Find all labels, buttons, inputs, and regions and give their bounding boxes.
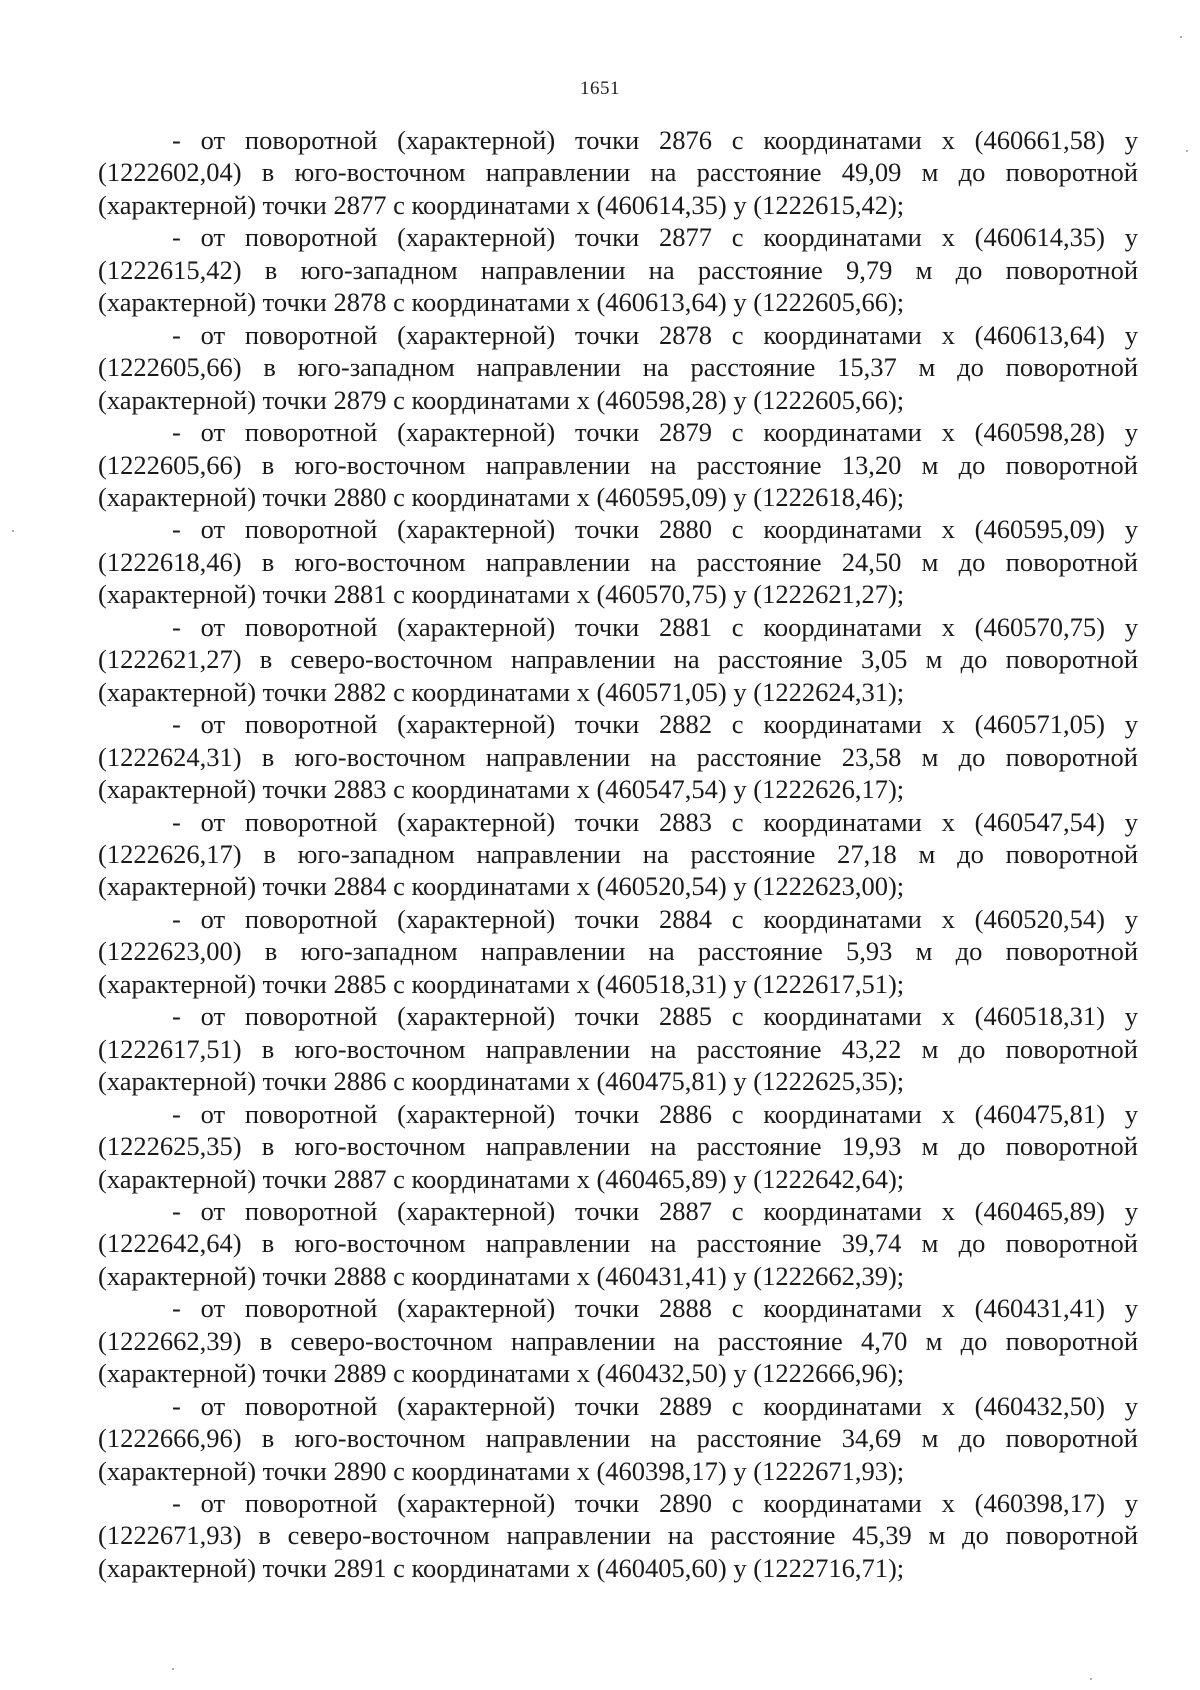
scan-speck [172,1668,174,1670]
boundary-segment-2883-2884: - от поворотной (характерной) точки 2883 с координатами х (460547,54) у (1222626,17) в юго-западном направлении на расстояние 27,18 м до поворотной (характерной) точки 2884 с координатами х (460520,54) у (1222623,00); [98,806,1138,902]
boundary-segment-2885-2886: - от поворотной (характерной) точки 2885 с координатами х (460518,31) у (1222617,51) в юго-восточном направлении на расстояние 43,22 м до поворотной (характерной) точки 2886 с координатами х (460475,81) у (1222625,35); [98,1001,1138,1097]
scan-speck [1186,150,1188,152]
boundary-segment-2881-2882: - от поворотной (характерной) точки 2881 с координатами х (460570,75) у (1222621,27) в северо-восточном направлении на расстояние 3,05 м до поворотной (характерной) точки 2882 с координатами х (460571,05) у (1222624,31); [98,611,1138,707]
page-number: 1651 [580,78,620,99]
boundary-segment-2877-2878: - от поворотной (характерной) точки 2877 с координатами х (460614,35) у (1222615,42) в юго-западном направлении на расстояние 9,79 м до поворотной (характерной) точки 2878 с координатами х (460613,64) у (1222605,66); [98,222,1138,318]
boundary-segment-2890-2891: - от поворотной (характерной) точки 2890 с координатами х (460398,17) у (1222671,93) в северо-восточном направлении на расстояние 45,39 м до поворотной (характерной) точки 2891 с координатами х (460405,60) у (1222716,71); [98,1488,1138,1583]
document-body [98,124,1138,1584]
boundary-segment-2876-2877: - от поворотной (характерной) точки 2876 с координатами х (460661,58) у (1222602,04) в юго-восточном направлении на расстояние 49,09 м до поворотной (характерной) точки 2877 с координатами х (460614,35) у (1222615,42); [98,125,1138,220]
boundary-segment-2880-2881: - от поворотной (характерной) точки 2880 с координатами х (460595,09) у (1222618,46) в юго-восточном направлении на расстояние 24,50 м до поворотной (характерной) точки 2881 с координатами х (460570,75) у (1222621,27); [98,514,1138,610]
boundary-segment-2889-2890: - от поворотной (характерной) точки 2889 с координатами х (460432,50) у (1222666,96) в юго-восточном направлении на расстояние 34,69 м до поворотной (характерной) точки 2890 с координатами х (460398,17) у (1222671,93); [98,1390,1138,1486]
boundary-segment-2887-2888: - от поворотной (характерной) точки 2887 с координатами х (460465,89) у (1222642,64) в юго-восточном направлении на расстояние 39,74 м до поворотной (характерной) точки 2888 с координатами х (460431,41) у (1222662,39); [98,1195,1138,1291]
boundary-segment-2879-2880: - от поворотной (характерной) точки 2879 с координатами х (460598,28) у (1222605,66) в юго-восточном направлении на расстояние 13,20 м до поворотной (характерной) точки 2880 с координатами х (460595,09) у (1222618,46); [98,417,1138,512]
scan-speck [1180,36,1182,38]
boundary-segment-2886-2887: - от поворотной (характерной) точки 2886 с координатами х (460475,81) у (1222625,35) в юго-восточном направлении на расстояние 19,93 м до поворотной (характерной) точки 2887 с координатами х (460465,89) у (1222642,64); [98,1098,1138,1194]
scan-speck [1090,1678,1092,1680]
boundary-segment-2884-2885: - от поворотной (характерной) точки 2884 с координатами х (460520,54) у (1222623,00) в юго-западном направлении на расстояние 5,93 м до поворотной (характерной) точки 2885 с координатами х (460518,31) у (1222617,51); [98,903,1138,999]
boundary-segment-2888-2889: - от поворотной (характерной) точки 2888 с координатами х (460431,41) у (1222662,39) в северо-восточном направлении на расстояние 4,70 м до поворотной (характерной) точки 2889 с координатами х (460432,50) у (1222666,96); [98,1293,1138,1389]
boundary-segment-2878-2879: - от поворотной (характерной) точки 2878 с координатами х (460613,64) у (1222605,66) в юго-западном направлении на расстояние 15,37 м до поворотной (характерной) точки 2879 с координатами х (460598,28) у (1222605,66); [98,319,1138,415]
scan-speck [12,530,14,532]
boundary-segment-2882-2883: - от поворотной (характерной) точки 2882 с координатами х (460571,05) у (1222624,31) в юго-восточном направлении на расстояние 23,58 м до поворотной (характерной) точки 2883 с координатами х (460547,54) у (1222626,17); [98,709,1138,805]
